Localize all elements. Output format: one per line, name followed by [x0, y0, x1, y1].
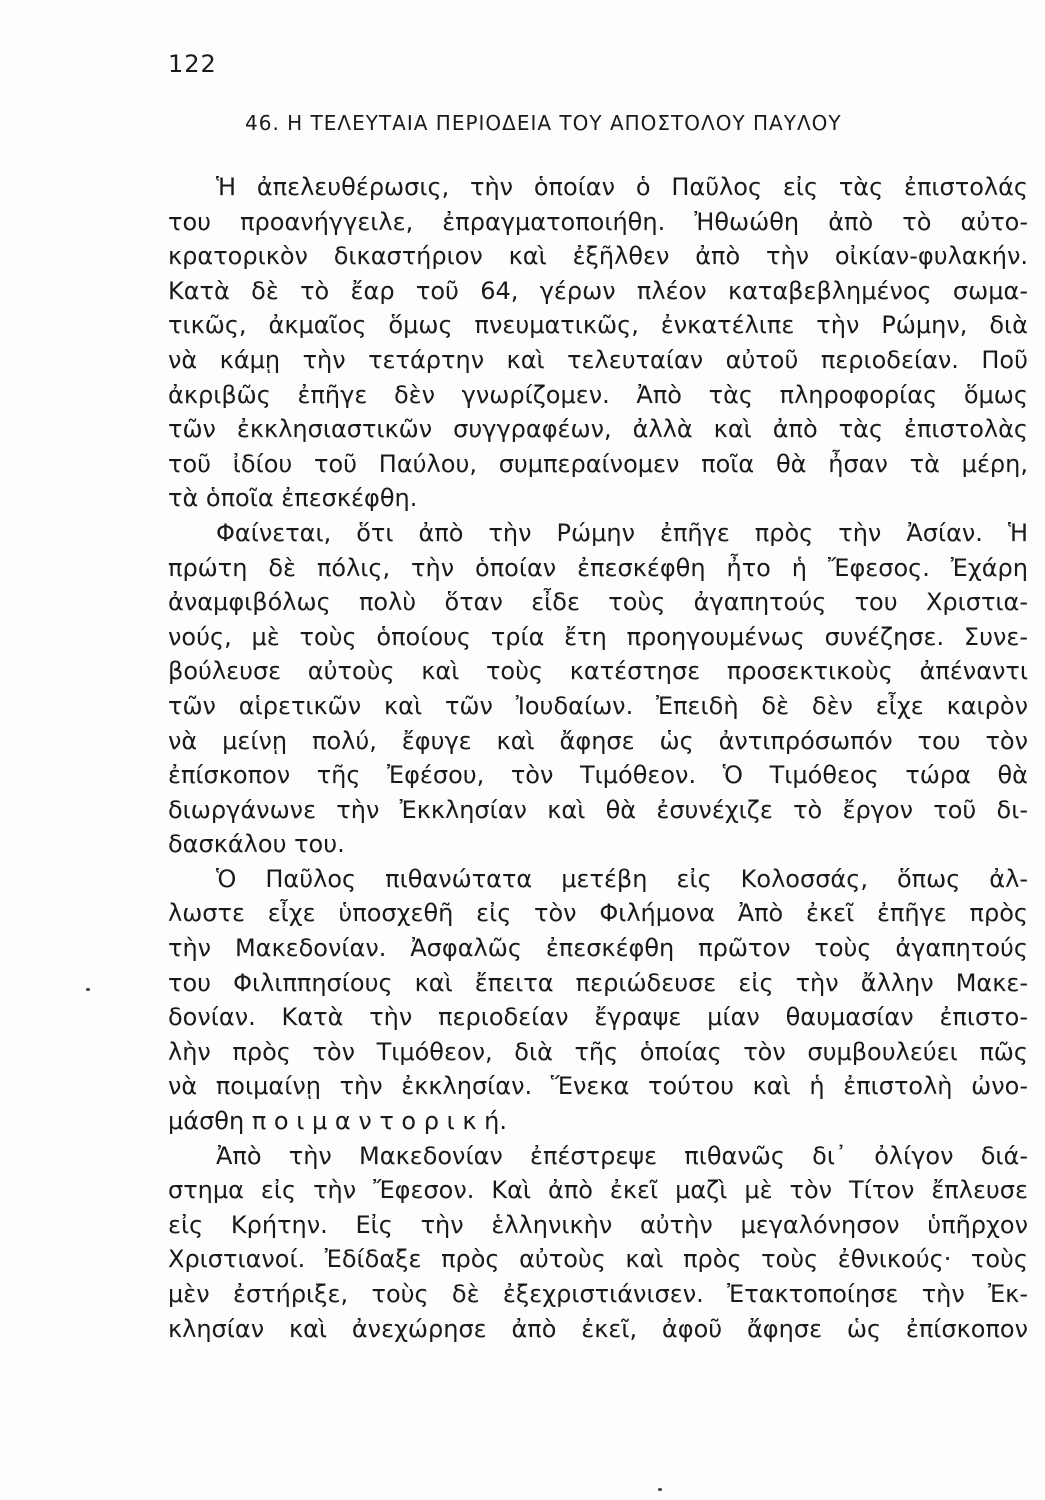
text-line: ἀναμφιβόλως πολὺ ὅταν εἶδε τοὺς ἀγαπητούς του Χριστια-	[168, 588, 1028, 617]
text-line: τὴν Μακεδονίαν. Ἀσφαλῶς ἐπεσκέφθη πρῶτον τοὺς ἀγαπητούς	[168, 934, 1028, 963]
text-line: μὲν ἐστήριξε, τοὺς δὲ ἐξεχριστιάνισεν. Ἐτακτοποίησε τὴν Ἐκ-	[168, 1280, 1028, 1308]
text-line: Φαίνεται, ὅτι ἀπὸ τὴν Ρώμην ἐπῆγε πρὸς τὴν Ἀσίαν. Ἡ	[216, 518, 1028, 547]
text-line: βούλευσε αὐτοὺς καὶ τοὺς κατέστησε προσεκτικοὺς ἀπέναντι	[168, 657, 1028, 686]
text-line: τοῦ ἰδίου τοῦ Παύλου, συμπεραίνομεν ποῖα θὰ ἦσαν τὰ μέρη,	[168, 449, 1028, 478]
text-line: του Φιλιππησίους καὶ ἔπειτα περιώδευσε εἰς τὴν ἄλλην Μακε-	[168, 968, 1028, 997]
text-line: τὰ ὁποῖα ἐπεσκέφθη.	[168, 484, 418, 513]
text-line: λωστε εἶχε ὑποσχεθῆ εἰς τὸν Φιλήμονα Ἀπὸ ἐκεῖ ἐπῆγε πρὸς	[168, 899, 1028, 928]
text-line: τῶν ἐκκλησιαστικῶν συγγραφέων, ἀλλὰ καὶ ἀπὸ τὰς ἐπιστολὰς	[168, 415, 1028, 444]
text-line: Κατὰ δὲ τὸ ἔαρ τοῦ 64, γέρων πλέον καταβεβλημένος σωμα-	[168, 276, 1028, 305]
text-line: μάσθη π ο ι μ α ν τ ο ρ ι κ ή.	[168, 1107, 507, 1136]
text-line: λὴν πρὸς τὸν Τιμόθεον, διὰ τῆς ὁποίας τὸν συμβουλεύει πῶς	[168, 1037, 1028, 1066]
text-line: νὰ ποιμαίνῃ τὴν ἐκκλησίαν. Ἕνεκα τούτου καὶ ἡ ἐπιστολὴ ὠνο-	[168, 1072, 1028, 1101]
text-line: ἀκριβῶς ἐπῆγε δὲν γνωρίζομεν. Ἀπὸ τὰς πληροφορίας ὅμως	[168, 380, 1028, 409]
scan-speck	[658, 1488, 662, 1491]
text-line: εἰς Κρήτην. Εἰς τὴν ἑλληνικὴν αὐτὴν μεγαλόνησον ὑπῆρχον	[168, 1210, 1028, 1239]
text-line: ἐπίσκοπον τῆς Ἐφέσου, τὸν Τιμόθεον. Ὁ Τιμόθεος τώρα θὰ	[168, 761, 1028, 790]
text-line: νούς, μὲ τοὺς ὁποίους τρία ἔτη προηγουμένως συνέζησε. Συνε-	[168, 622, 1028, 651]
text-line: νὰ κάμῃ τὴν τετάρτην καὶ τελευταίαν αὐτοῦ περιοδείαν. Ποῦ	[168, 345, 1028, 374]
text-line: τῶν αἱρετικῶν καὶ τῶν Ἰουδαίων. Ἐπειδὴ δὲ δὲν εἶχε καιρὸν	[168, 691, 1028, 720]
text-line: κλησίαν καὶ ἀνεχώρησε ἀπὸ ἐκεῖ, ἀφοῦ ἄφησε ὡς ἐπίσκοπον	[168, 1314, 1028, 1343]
text-line: πρώτη δὲ πόλις, τὴν ὁποίαν ἐπεσκέφθη ἦτο ἡ Ἔφεσος. Ἐχάρη	[168, 553, 1028, 582]
text-line: Ἀπὸ τὴν Μακεδονίαν ἐπέστρεψε πιθανῶς δι᾿ ὀλίγον διά-	[216, 1141, 1028, 1170]
scan-speck	[86, 988, 90, 991]
text-line: στημα εἰς τὴν Ἔφεσον. Καὶ ἀπὸ ἐκεῖ μαζὶ μὲ τὸν Τίτον ἔπλευσε	[168, 1176, 1028, 1205]
text-line: τικῶς, ἀκμαῖος ὅμως πνευματικῶς, ἐνκατέλιπε τὴν Ρώμην, διὰ	[168, 311, 1028, 340]
body-text	[168, 170, 1028, 1346]
text-line: Ἡ ἀπελευθέρωσις, τὴν ὁποίαν ὁ Παῦλος εἰς τὰς ἐπιστολάς	[216, 173, 1028, 201]
chapter-heading: 46. Η ΤΕΛΕΥΤΑΙΑ ΠΕΡΙΟΔΕΙΑ ΤΟΥ ΑΠΟΣΤΟΛΟΥ ΠΑΥΛΟΥ	[245, 111, 842, 135]
text-line: διωργάνωνε τὴν Ἐκκλησίαν καὶ θὰ ἐσυνέχιζε τὸ ἔργον τοῦ δι-	[168, 795, 1028, 824]
text-line: του προανήγγειλε, ἐπραγματοποιήθη. Ἠθωώθη ἀπὸ τὸ αὐτο-	[168, 207, 1028, 236]
text-line: νὰ μείνῃ πολύ, ἔφυγε καὶ ἄφησε ὡς ἀντιπρόσωπόν του τὸν	[168, 726, 1028, 755]
text-line: Χριστιανοί. Ἐδίδαξε πρὸς αὐτοὺς καὶ πρὸς τοὺς ἐθνικούς· τοὺς	[168, 1245, 1028, 1274]
text-line: Ὁ Παῦλος πιθανώτατα μετέβη εἰς Κολοσσάς, ὅπως ἀλ-	[216, 864, 1028, 893]
page-number: 122	[168, 50, 217, 78]
text-line: κρατορικὸν δικαστήριον καὶ ἐξῆλθεν ἀπὸ τὴν οἰκίαν-φυλακήν.	[168, 242, 1028, 271]
text-line: δασκάλου του.	[168, 830, 345, 859]
text-line: δονίαν. Κατὰ τὴν περιοδείαν ἔγραψε μίαν θαυμασίαν ἐπιστο-	[168, 1003, 1028, 1032]
